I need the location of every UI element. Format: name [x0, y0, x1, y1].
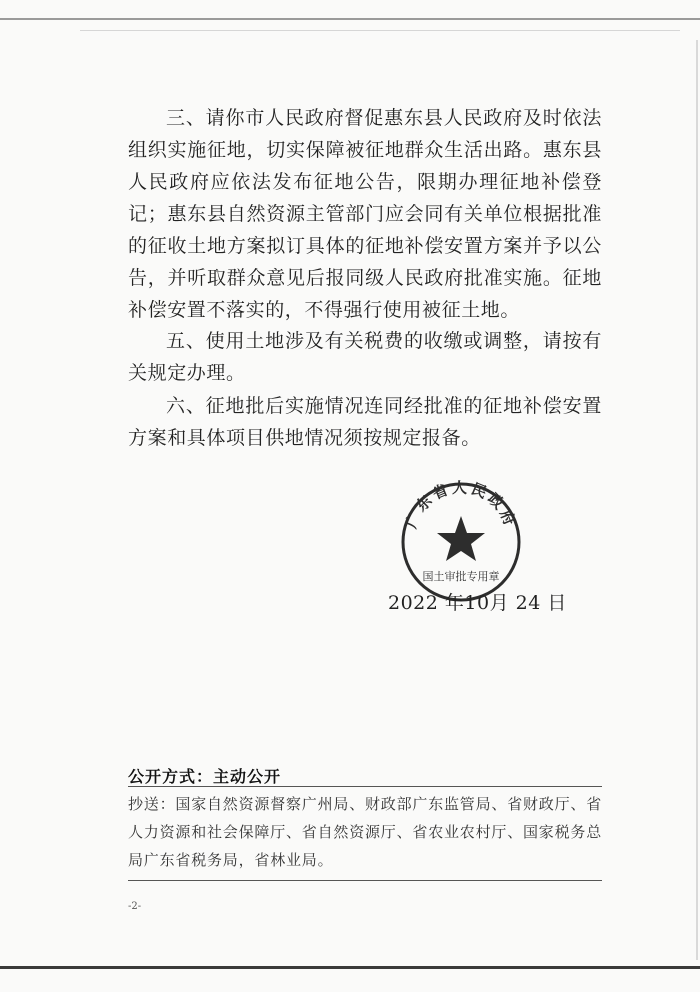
page-number: -2-	[128, 901, 142, 912]
copy-bottom-rule	[128, 880, 602, 881]
top-rule	[0, 18, 700, 20]
seal-org-arc: 广东省人民政府	[402, 478, 520, 531]
copy-top-rule	[128, 786, 602, 787]
copy-to-list: 抄送：国家自然资源督察广州局、财政部广东监管局、省财政厅、省人力资源和社会保障厅、省自然资源厅、省农业农村厅、国家税务总局广东省税务局，省林业局。	[128, 795, 603, 869]
paragraph-5: 五、使用土地涉及有关税费的收缴或调整，请按有关规定办理。	[128, 330, 602, 384]
page-edge	[696, 40, 698, 960]
bottom-rule	[0, 966, 700, 969]
paragraph-3: 三、请你市人民政府督促惠东县人民政府及时依法组织实施征地，切实保障被征地群众生活出路。惠东县人民政府应依法发布征地公告，限期办理征地补偿登记；惠东县自然资源主管部门应会同有关单位根据批准的征收土地方案拟订具体的征地补偿安置方案并予以公告，并听取群众意见后报同级人民政府批准实施。征地补偿安置不落实的，不得强行使用被征土地。	[128, 107, 602, 321]
publish-method: 公开方式：主动公开	[128, 767, 282, 786]
official-seal-stamp	[394, 476, 528, 604]
issue-date: 2022 年10月 24 日	[388, 592, 567, 614]
seal-star-icon	[437, 516, 485, 561]
paragraph-6: 六、征地批后实施情况连同经批准的征地补偿安置方案和具体项目供地情况须按规定报备。	[128, 395, 602, 449]
top-faint-rule	[80, 30, 680, 31]
seal-sub-text: 国土审批专用章	[422, 570, 500, 583]
